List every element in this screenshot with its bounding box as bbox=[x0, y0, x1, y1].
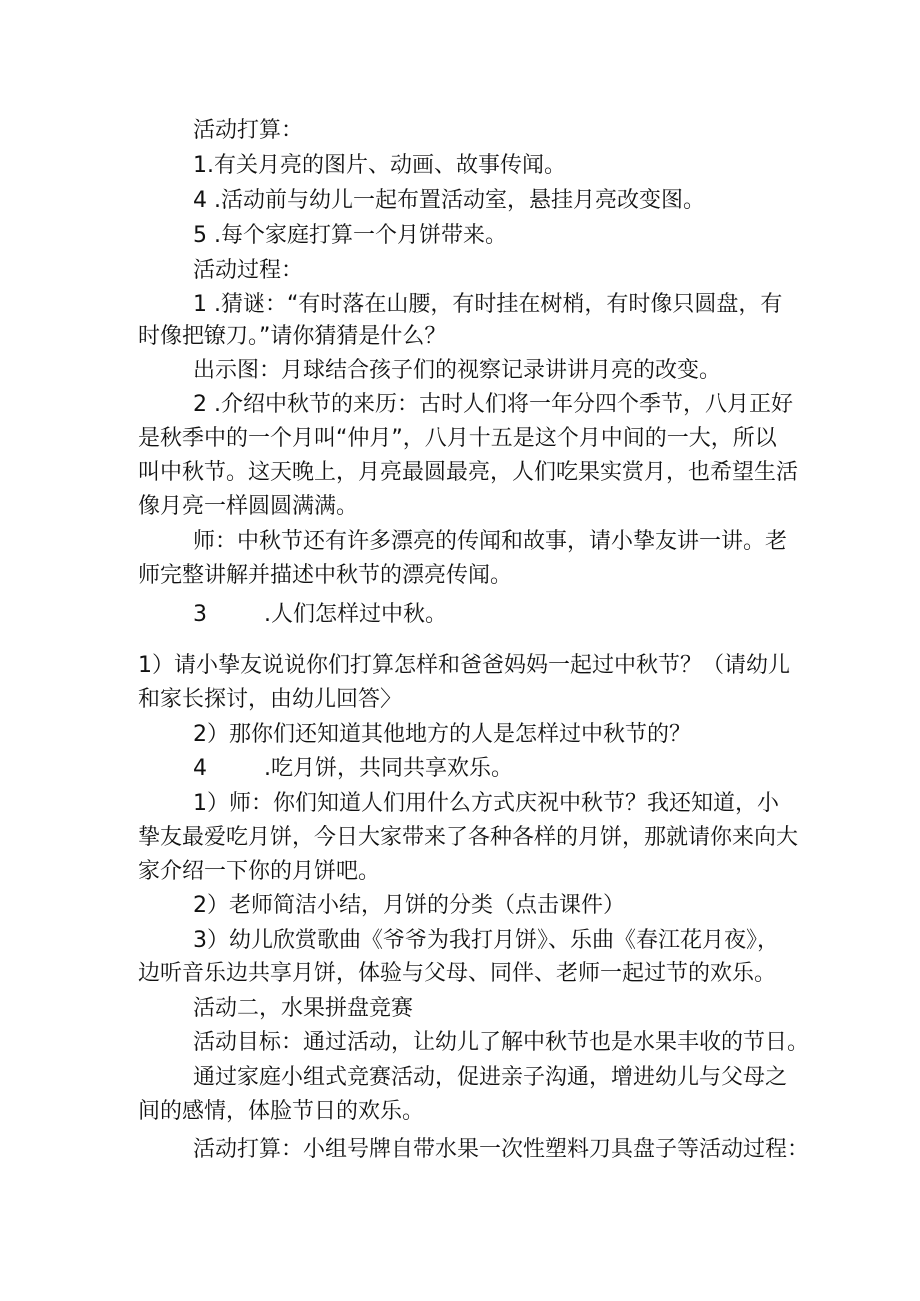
section-4 bbox=[193, 754, 513, 784]
text-line: 5 .每个家庭打算一个月饼带来。 bbox=[193, 223, 507, 248]
text-line: 家介绍一下你的月饼吧。 bbox=[138, 859, 381, 884]
section-number: 4 bbox=[193, 756, 207, 781]
text-line: 3）幼儿欣赏歌曲《爷爷为我打月饼》、乐曲《春江花月夜》， bbox=[193, 928, 779, 953]
text-line: 1）请小挚友说说你们打算怎样和爸爸妈妈一起过中秋节？（请幼儿 bbox=[138, 653, 790, 678]
text-line: 1.有关月亮的图片、动画、故事传闻。 bbox=[193, 153, 566, 178]
text-line: 1）师：你们知道人们用什么方式庆祝中秋节？我还知道，小 bbox=[193, 791, 779, 816]
heading-process: 活动过程： bbox=[193, 258, 304, 283]
text-line: 2）老师简洁小结，月饼的分类（点击课件） bbox=[193, 893, 625, 918]
section-number: 3 bbox=[193, 602, 207, 627]
text-line: 边听音乐边共享月饼，体验与父母、同伴、老师一起过节的欢乐。 bbox=[138, 961, 777, 986]
text-line: 活动目标：通过活动，让幼儿了解中秋节也是水果丰收的节日。 bbox=[193, 1030, 810, 1055]
text-line: 叫中秋节。这天晚上，月亮最圆最亮，人们吃果实赏月，也希望生活 bbox=[138, 460, 799, 485]
text-line: 师：中秋节还有许多漂亮的传闻和故事，请小挚友讲一讲。老 bbox=[193, 529, 788, 554]
section-title: .吃月饼，共同共享欢乐。 bbox=[264, 756, 513, 781]
text-line: 通过家庭小组式竞赛活动，促进亲子沟通，增进幼儿与父母之 bbox=[193, 1065, 788, 1090]
section-title: .人们怎样过中秋。 bbox=[264, 602, 447, 627]
text-line: 2）那你们还知道其他地方的人是怎样过中秋节的？ bbox=[193, 722, 691, 747]
heading-activity-two: 活动二，水果拼盘竞赛 bbox=[193, 996, 414, 1021]
text-line: 是秋季中的一个月叫“仲月”，八月十五是这个月中间的一大，所以 bbox=[138, 426, 777, 451]
section-3 bbox=[193, 600, 447, 630]
text-line: 挚友最爱吃月饼，今日大家带来了各种各样的月饼，那就请你来向大 bbox=[138, 825, 799, 850]
text-line: 时像把镣刀。”请你猜猜是什么？ bbox=[138, 324, 447, 349]
text-line: 出示图：月球结合孩子们的视察记录讲讲月亮的改变。 bbox=[193, 358, 722, 383]
text-line: 4 .活动前与幼儿一起布置活动室，悬挂月亮改变图。 bbox=[193, 188, 705, 213]
text-line: 师完整讲解并描述中秋节的漂亮传闻。 bbox=[138, 563, 513, 588]
text-line: 和家长探讨，由幼儿回答〉 bbox=[138, 687, 403, 712]
text-line: 像月亮一样圆圆满满。 bbox=[138, 494, 359, 519]
text-line: 间的感情，体脸节日的欢乐。 bbox=[138, 1099, 425, 1124]
text-line: 活动打算：小组号牌自带水果一次性塑料刀具盘子等活动过程： bbox=[193, 1137, 810, 1162]
text-line: 1 .猜谜：“有时落在山腰，有时挂在树梢，有时像只圆盘，有 bbox=[193, 292, 783, 317]
heading-preparation: 活动打算： bbox=[193, 118, 304, 143]
text-line: 2 .介绍中秋节的来历：古时人们将一年分四个季节，八月正好 bbox=[193, 392, 793, 417]
